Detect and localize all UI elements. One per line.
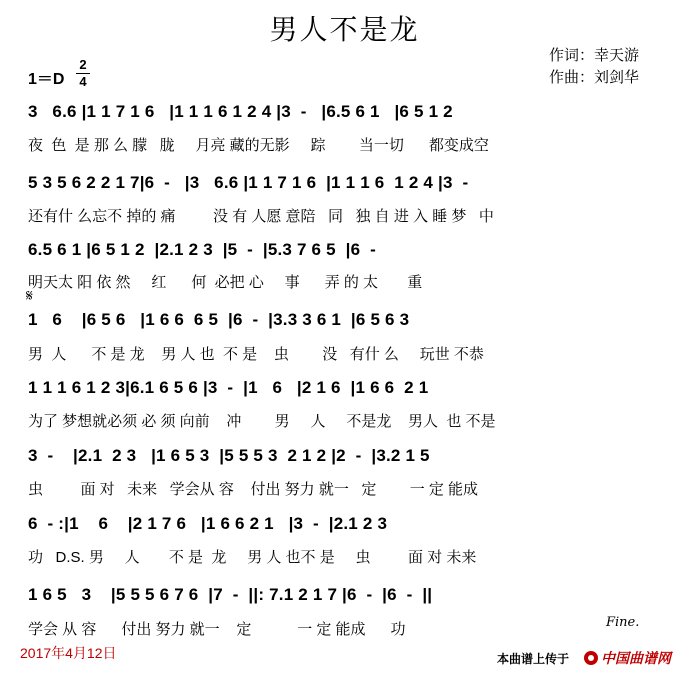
key-signature: 1＝D <box>28 71 65 88</box>
date-stamp: 2017年4月12日 <box>20 645 117 661</box>
notation-row-6: 3 - |2.1 2 3 |1 6 5 3 |5 5 5 3 2 1 2 |2 - |3.2 1 5 <box>28 446 430 465</box>
lyrics-row-6: 虫 面 对 未来 学会从 容 付出 努力 就一 定 一 定 能成 <box>28 481 479 498</box>
notation-row-2: 5 3 5 6 2 2 1 7|6 - |3 6.6 |1 1 7 1 6 |1 1 1 6 1 2 4 |3 - <box>28 173 469 192</box>
notation-row-5: 1 1 1 6 1 2 3|6.1 6 5 6 |3 - |1 6 |2 1 6 |1 6 6 2 1 <box>28 378 429 397</box>
fine-marking: Fine. <box>606 615 640 630</box>
site-logo[interactable]: 中国曲谱网 <box>601 650 671 666</box>
composer-credit: 作曲：刘剑华 <box>549 69 640 86</box>
notation-row-8: 1 6 5 3 |5 5 5 6 7 6 |7 - ||: 7.1 2 1 7 |6 - |6 - || <box>28 585 433 604</box>
lyrics-row-2: 还有什 么忘不 掉的 痛 没 有 人愿 意陪 同 独 自 进 入 睡 梦 中 <box>28 208 494 225</box>
time-signature-top: 2 <box>79 57 87 72</box>
notation-row-3: 6.5 6 1 |6 5 1 2 |2.1 2 3 |5 - |5.3 7 6 5 |6 - <box>28 240 376 259</box>
notation-row-1: 3 6.6 |1 1 7 1 6 |1 1 1 6 1 2 4 |3 - |6.5 6 1 |6 5 1 2 <box>28 102 453 121</box>
notation-row-4: 1 6 |6 5 6 |1 6 6 6 5 |6 - |3.3 3 6 1 |6 5 6 3 <box>28 310 410 329</box>
time-signature <box>76 58 90 89</box>
time-signature-bottom: 4 <box>79 74 87 89</box>
site-logo-icon <box>583 650 599 666</box>
lyrics-row-1: 夜 色 是 那 么 朦 胧 月亮 藏的无影 踪 当一切 都变成空 <box>28 137 489 154</box>
lyrics-row-8: 学会 从 容 付出 努力 就一 定 一 定 能成 功 <box>28 621 406 638</box>
lyrics-row-7: 功 D.S. 男 人 不 是 龙 男 人 也不 是 虫 面 对 未来 <box>28 549 477 566</box>
notation-row-7: 6 - :|1 6 |2 1 7 6 |1 6 6 2 1 |3 - |2.1 2 3 <box>28 514 388 533</box>
lyrics-row-5: 为了 梦想就必须 必 须 向前 冲 男 人 不是龙 男人 也 不是 <box>28 413 496 430</box>
lyrics-row-4: 男 人 不 是 龙 男 人 也 不 是 虫 没 有什 么 玩世 不恭 <box>28 346 484 363</box>
upload-note: 本曲谱上传于 <box>497 652 570 666</box>
page-title: 男人不是龙 <box>269 13 420 46</box>
lyricist-credit: 作词：幸天游 <box>549 47 640 64</box>
lyrics-row-3: 明天太 阳 依 然 红 何 必把 心 事 弄 的 太 重 <box>28 274 423 291</box>
segno-icon: 𝄋 <box>26 288 33 305</box>
